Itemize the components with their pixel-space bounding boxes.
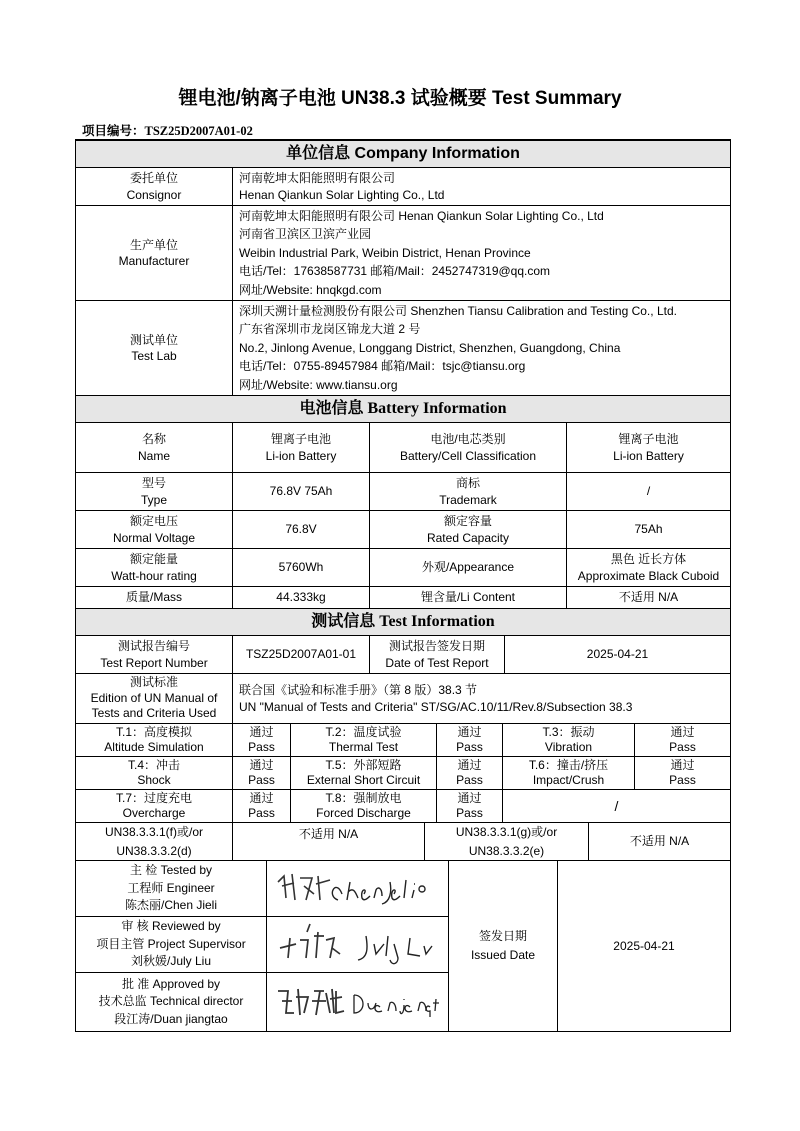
report-number-label: 测试报告编号 Test Report Number (76, 635, 232, 673)
report-date-label: 测试报告签发日期 Date of Test Report (369, 635, 504, 673)
battery-type-label: 型号 Type (76, 472, 232, 510)
approved-by-label: 批 准 Approved by 技术总监 Technical director 段江涛/Duan jiangtao (76, 972, 266, 1031)
tested-by-signature (266, 860, 448, 916)
summary-table (75, 139, 731, 1032)
capacity-label: 额定容量 Rated Capacity (369, 510, 566, 548)
mass-value: 44.333kg (232, 586, 369, 608)
trademark-value: / (566, 472, 730, 510)
test-t8-label: T.8：强制放电 Forced Discharge (290, 789, 436, 822)
li-content-label: 锂含量/Li Content (369, 586, 566, 608)
battery-name-label: 名称 Name (76, 422, 232, 472)
report-number-value: TSZ25D2007A01-01 (232, 635, 369, 673)
reviewed-by-label: 审 核 Reviewed by 项目主管 Project Supervisor 刘秋媛/July Liu (76, 916, 266, 972)
un-ge-value: 不适用 N/A (588, 822, 730, 860)
un-ge-label: UN38.3.3.1(g)或/or UN38.3.3.2(e) (424, 822, 588, 860)
energy-value: 5760Wh (232, 548, 369, 586)
un-df-label: UN38.3.3.1(f)或/or UN38.3.3.2(d) (76, 822, 232, 860)
battery-section-header: 电池信息 Battery Information (76, 395, 730, 422)
un-df-value: 不适用 N/A (232, 822, 424, 860)
reviewed-by-signature (266, 916, 448, 972)
test-t5-label: T.5：外部短路 External Short Circuit (290, 756, 436, 789)
energy-label: 额定能量 Watt-hour rating (76, 548, 232, 586)
appearance-label: 外观/Appearance (369, 548, 566, 586)
report-date-value: 2025-04-21 (504, 635, 730, 673)
test-lab-label: 测试单位 Test Lab (76, 300, 232, 395)
test-t1-result: 通过 Pass (232, 723, 290, 756)
manufacturer-label: 生产单位 Manufacturer (76, 205, 232, 300)
test-lab-value: 深圳天溯计量检测股份有限公司 Shenzhen Tiansu Calibration and Testing Co., Ltd. 广东省深圳市龙岗区锦龙大道 2 号 No.2, Jinlong Avenue, Longgang District, Shenzhen, Guangdong, China 电话/Tel：0755-89457984 邮箱/Mail：tsjc@tiansu.org 网址/Website: www.tiansu.org (232, 300, 730, 395)
test-t7-label: T.7：过度充电 Overcharge (76, 789, 232, 822)
test-t7-result: 通过 Pass (232, 789, 290, 822)
battery-type-value: 76.8V 75Ah (232, 472, 369, 510)
li-content-value: 不适用 N/A (566, 586, 730, 608)
document-title: 锂电池/钠离子电池 UN38.3 试验概要 Test Summary (178, 88, 622, 109)
project-number: 项目编号：TSZ25D2007A01-02 (82, 124, 253, 138)
battery-class-value: 锂离子电池 Li-ion Battery (566, 422, 730, 472)
consignor-value: 河南乾坤太阳能照明有限公司 Henan Qiankun Solar Lighting Co., Ltd (232, 167, 730, 205)
manufacturer-value: 河南乾坤太阳能照明有限公司 Henan Qiankun Solar Lighting Co., Ltd 河南省卫滨区卫滨产业园 Weibin Industrial Park, Weibin District, Henan Province 电话/Tel：17638587731 邮箱/Mail：2452747319@qq.com 网址/Website: hnqkgd.com (232, 205, 730, 300)
test-t4-result: 通过 Pass (232, 756, 290, 789)
company-section-header: 单位信息 Company Information (76, 140, 730, 167)
standard-label: 测试标准 Edition of UN Manual of Tests and Criteria Used (76, 673, 232, 723)
test-t2-label: T.2：温度试验 Thermal Test (290, 723, 436, 756)
voltage-label: 额定电压 Normal Voltage (76, 510, 232, 548)
test-empty-slash: / (502, 789, 730, 822)
trademark-label: 商标 Trademark (369, 472, 566, 510)
test-t8-result: 通过 Pass (436, 789, 502, 822)
approved-by-signature (266, 972, 448, 1031)
test-t1-label: T.1：高度模拟 Altitude Simulation (76, 723, 232, 756)
standard-value: 联合国《试验和标准手册》（第 8 版）38.3 节 UN "Manual of Tests and Criteria" ST/SG/AC.10/11/Rev.8/Subsection 38.3 (232, 673, 730, 723)
battery-class-label: 电池/电芯类别 Battery/Cell Classification (369, 422, 566, 472)
voltage-value: 76.8V (232, 510, 369, 548)
tested-by-label: 主 检 Tested by 工程师 Engineer 陈杰丽/Chen Jieli (76, 860, 266, 916)
test-t3-label: T.3：振动 Vibration (502, 723, 634, 756)
issued-date-value: 2025-04-21 (557, 860, 730, 1031)
appearance-value: 黑色 近长方体 Approximate Black Cuboid (566, 548, 730, 586)
test-t3-result: 通过 Pass (634, 723, 730, 756)
issued-date-label: 签发日期 Issued Date (448, 860, 557, 1031)
consignor-label: 委托单位 Consignor (76, 167, 232, 205)
test-t4-label: T.4：冲击 Shock (76, 756, 232, 789)
test-t6-label: T.6：撞击/挤压 Impact/Crush (502, 756, 634, 789)
test-t6-result: 通过 Pass (634, 756, 730, 789)
battery-name-value: 锂离子电池 Li-ion Battery (232, 422, 369, 472)
test-section-header: 测试信息 Test Information (76, 608, 730, 635)
mass-label: 质量/Mass (76, 586, 232, 608)
test-t2-result: 通过 Pass (436, 723, 502, 756)
test-t5-result: 通过 Pass (436, 756, 502, 789)
capacity-value: 75Ah (566, 510, 730, 548)
